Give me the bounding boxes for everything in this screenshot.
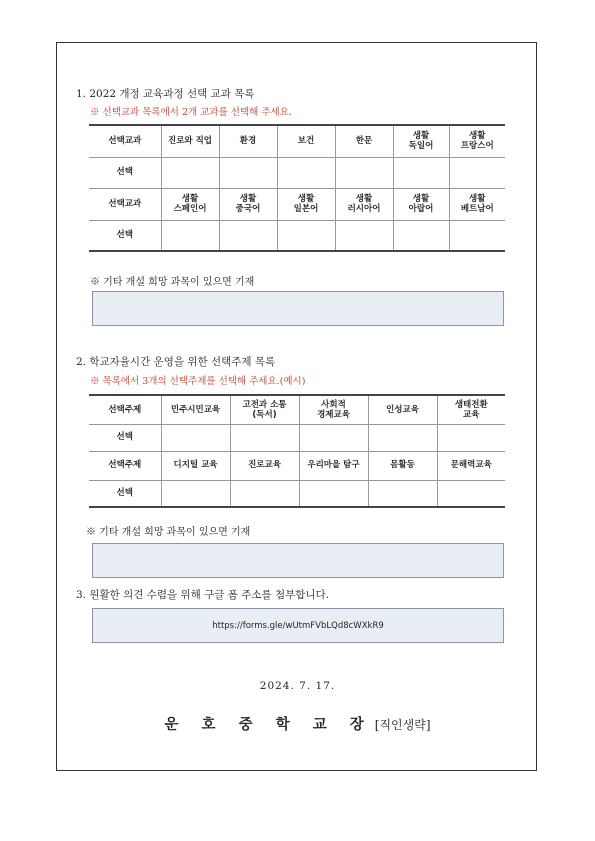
selection-cell[interactable]	[219, 157, 277, 188]
row-label: 선택	[89, 480, 161, 507]
table-row	[89, 451, 505, 480]
elective-subjects-table	[89, 124, 505, 252]
row-label: 선택	[89, 424, 161, 451]
section3-title: 3. 원활한 의견 수렴을 위해 구글 폼 주소를 첨부합니다.	[76, 589, 330, 601]
option-cell: 생활 베트남어	[449, 188, 505, 220]
option-cell: 우리마을 탐구	[299, 451, 368, 480]
option-cell: 생활 독일어	[393, 125, 449, 157]
section1-other-input[interactable]	[92, 291, 504, 326]
table-row	[89, 424, 505, 451]
option-cell: 진로와 직업	[161, 125, 219, 157]
selection-cell[interactable]	[299, 424, 368, 451]
option-cell: 인성교육	[368, 395, 437, 424]
row-label: 선택교과	[89, 125, 161, 157]
principal-name: 운 호 중 학 교 장	[164, 717, 373, 733]
selection-cell[interactable]	[393, 157, 449, 188]
table-row	[89, 157, 505, 188]
selection-cell[interactable]	[299, 480, 368, 507]
row-label: 선택	[89, 157, 161, 188]
selection-cell[interactable]	[161, 220, 219, 251]
option-cell: 민주시민교육	[161, 395, 230, 424]
selection-cell[interactable]	[335, 157, 393, 188]
selection-cell[interactable]	[449, 220, 505, 251]
signature	[0, 713, 595, 734]
table-row	[89, 395, 505, 424]
table-row	[89, 220, 505, 251]
option-cell: 생태전환 교육	[437, 395, 505, 424]
selection-cell[interactable]	[437, 480, 505, 507]
document-date: 2024. 7. 17.	[259, 680, 336, 692]
selection-cell[interactable]	[368, 424, 437, 451]
option-cell: 환경	[219, 125, 277, 157]
option-cell: 생활 일본어	[277, 188, 335, 220]
option-cell: 보건	[277, 125, 335, 157]
selection-cell[interactable]	[161, 480, 230, 507]
seal-omitted: [직인생략]	[374, 718, 431, 732]
table-row	[89, 480, 505, 507]
row-label: 선택주제	[89, 451, 161, 480]
selection-cell[interactable]	[277, 220, 335, 251]
selection-cell[interactable]	[219, 220, 277, 251]
section1-note: ※ 선택교과 목록에서 2개 교과를 선택해 주세요.	[90, 107, 292, 118]
selection-cell[interactable]	[161, 424, 230, 451]
selection-cell[interactable]	[277, 157, 335, 188]
section2-note: ※ 목록에서 3개의 선택주제를 선택해 주세요.(예시)	[90, 376, 306, 387]
selection-cell[interactable]	[230, 424, 299, 451]
section2-other-input[interactable]	[92, 543, 504, 578]
section2-title: 2. 학교자율시간 운영을 위한 선택주제 목록	[76, 356, 276, 368]
option-cell: 고전과 소통 (독서)	[230, 395, 299, 424]
option-cell: 생활 아랍어	[393, 188, 449, 220]
option-cell: 몸활동	[368, 451, 437, 480]
section1-other-note: ※ 기타 개설 희망 과목이 있으면 기재	[90, 277, 255, 288]
option-cell: 생활 프랑스어	[449, 125, 505, 157]
option-cell: 진로교육	[230, 451, 299, 480]
selection-cell[interactable]	[449, 157, 505, 188]
selection-cell[interactable]	[437, 424, 505, 451]
option-cell: 디지털 교육	[161, 451, 230, 480]
selection-cell[interactable]	[368, 480, 437, 507]
option-cell: 문해력교육	[437, 451, 505, 480]
option-cell: 사회적 경제교육	[299, 395, 368, 424]
table-row	[89, 125, 505, 157]
option-cell: 생활 러시아어	[335, 188, 393, 220]
row-label: 선택	[89, 220, 161, 251]
google-form-url[interactable]: https://forms.gle/wUtmFVbLQd8cWXkR9	[92, 608, 504, 643]
option-cell: 한문	[335, 125, 393, 157]
selection-cell[interactable]	[393, 220, 449, 251]
selection-cell[interactable]	[161, 157, 219, 188]
row-label: 선택교과	[89, 188, 161, 220]
option-cell: 생활 스페인어	[161, 188, 219, 220]
selection-topics-table	[89, 394, 505, 508]
selection-cell[interactable]	[335, 220, 393, 251]
row-label: 선택주제	[89, 395, 161, 424]
option-cell: 생활 중국어	[219, 188, 277, 220]
section1-title: 1. 2022 개정 교육과정 선택 교과 목록	[76, 88, 255, 100]
section2-other-note: ※ 기타 개설 희망 과목이 있으면 기재	[86, 527, 251, 538]
table-row	[89, 188, 505, 220]
selection-cell[interactable]	[230, 480, 299, 507]
